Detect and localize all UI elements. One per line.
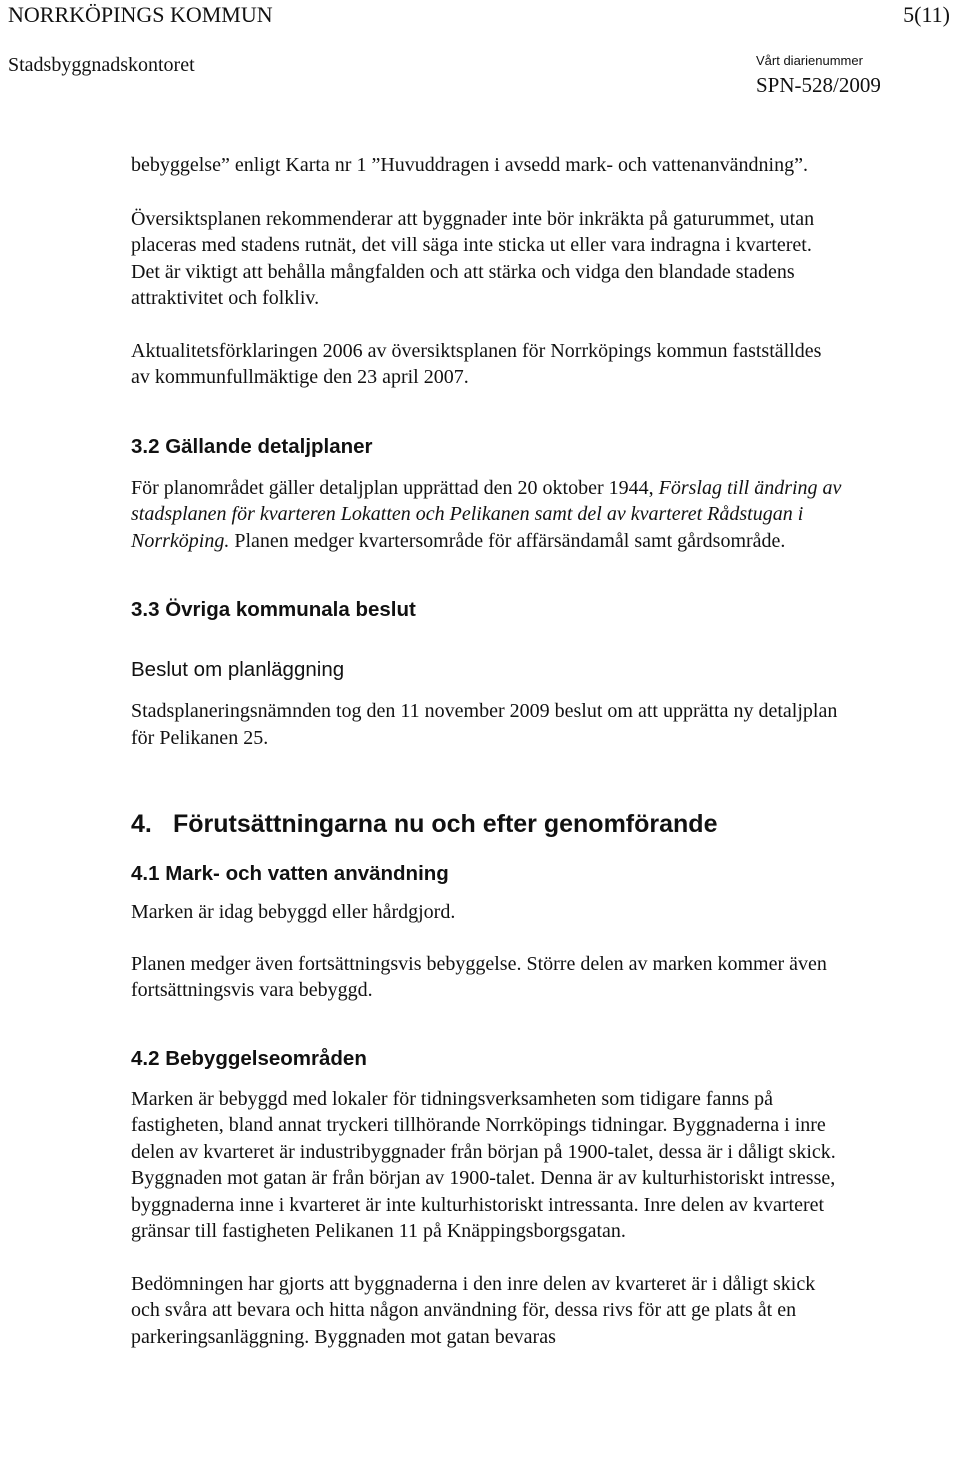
document-body	[131, 152, 843, 1350]
text-run: För planområdet gäller detaljplan upprättad den 20 oktober 1944,	[131, 476, 659, 499]
subheading: Beslut om planläggning	[131, 658, 345, 681]
paragraph	[131, 475, 843, 555]
paragraph: Marken är idag bebyggd eller hårdgjord.	[131, 901, 456, 923]
section-heading-4-1: 4.1 Mark- och vatten användning	[131, 862, 449, 885]
chapter-title: Förutsättningarna nu och efter genomförande	[173, 810, 718, 838]
text-run: Planen medger kvartersområde för affärsändamål samt gårdsområde.	[229, 529, 786, 552]
section-heading-3-2: 3.2 Gällande detaljplaner	[131, 434, 373, 458]
paragraph: bebyggelse” enligt Karta nr 1 ”Huvuddragen i avsedd mark- och vattenanvändning”.	[131, 154, 808, 176]
chapter-number: 4.	[131, 810, 152, 838]
paragraph: Översiktsplanen rekommenderar att byggnader inte bör inkräkta på gaturummet, utan placeras med stadens rutnät, det vill säga inte sticka ut eller vara indragna i kvarteret. Det är viktigt att behålla mångfalden och att stärka och vidga den blandade stadens attraktivitet och folkliv.	[131, 207, 815, 309]
paragraph: Bedömningen har gjorts att byggnaderna i den inre delen av kvarteret är i dåligt skick och svåra att bevara och hitta någon användning för, dessa rivs för att ge plats åt en parkeringsanläggning. Byggnaden mot gatan bevaras	[131, 1272, 816, 1348]
section-heading-3-3: 3.3 Övriga kommunala beslut	[131, 598, 416, 621]
paragraph: Planen medger även fortsättningsvis bebyggelse. Större delen av marken kommer även fortsättningsvis vara bebyggd.	[131, 952, 827, 1001]
office-name: Stadsbyggnadskontoret	[8, 54, 195, 76]
paragraph: Stadsplaneringsnämnden tog den 11 november 2009 beslut om att upprätta ny detaljplan för Pelikanen 25.	[131, 700, 838, 749]
page-number: 5(11)	[903, 2, 950, 27]
reference-label: Vårt diarienummer	[756, 53, 863, 68]
section-heading-4-2: 4.2 Bebyggelseområden	[131, 1046, 367, 1070]
plan-title: Förslag till ändring av stadsplanen för kvarteren Lokatten och Pelikanen samt del av kvarteret Rådstugan i Norrköping.	[131, 476, 842, 552]
reference-number: SPN-528/2009	[756, 73, 881, 97]
chapter-heading-4	[131, 809, 843, 839]
org-name: NORRKÖPINGS KOMMUN	[8, 2, 273, 27]
paragraph: Aktualitetsförklaringen 2006 av översiktsplanen för Norrköpings kommun fastställdes av kommunfullmäktige den 23 april 2007.	[131, 339, 822, 388]
paragraph: Marken är bebyggd med lokaler för tidningsverksamheten som tidigare fanns på fastigheten, bland annat tryckeri tillhörande Norrköpings tidningar. Byggnaderna i inre delen av kvarteret är industribyggnader från början på 1900-talet, dessa är i dåligt skick. Byggnaden mot gatan är från början av 1900-talet. Denna är av kulturhistoriskt intresse, byggnaderna inne i kvarteret är inte kulturhistoriskt intressanta. Inre delen av kvarteret gränsar till fastigheten Pelikanen 11 på Knäppingsborgsgatan.	[131, 1087, 836, 1242]
